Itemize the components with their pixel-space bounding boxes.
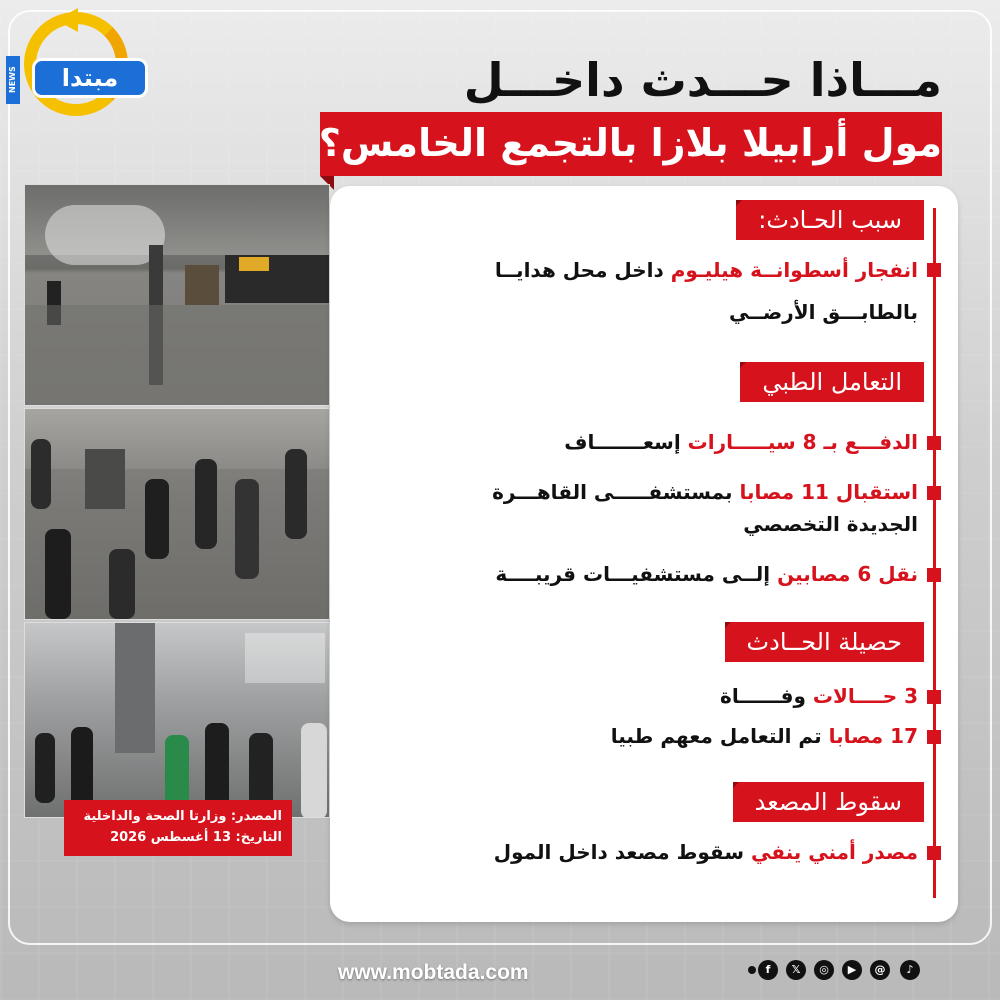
item-text: الجديدة التخصصي — [743, 512, 918, 536]
logo-wordmark: مبتدا — [32, 58, 148, 98]
list-item — [495, 556, 918, 592]
item-highlight: انفجار أسطوانــة هيليـوم — [670, 258, 918, 282]
item-highlight: نقل 6 مصابين — [777, 562, 918, 586]
item-text: سقوط مصعد داخل المول — [493, 840, 751, 864]
list-item — [611, 718, 918, 754]
photo-people-atrium — [24, 622, 330, 818]
source-caption — [64, 800, 292, 856]
bullet-icon — [927, 568, 941, 582]
headline-line-2: مول أرابيلا بلازا بالتجمع الخامس؟ — [320, 112, 942, 176]
photo-column — [24, 184, 330, 818]
logo-news-tag: NEWS — [6, 56, 20, 104]
list-item — [564, 424, 918, 460]
bullet-icon — [927, 263, 941, 277]
headline-line-1: مـــاذا حـــدث داخـــل — [463, 53, 942, 107]
facebook-icon[interactable]: f — [758, 960, 778, 980]
item-text: إسعـــــــاف — [564, 430, 688, 454]
photo-crowd-debris — [24, 408, 330, 620]
tiktok-icon[interactable]: ♪ — [900, 960, 920, 980]
list-item — [495, 252, 918, 288]
item-text: بالطابـــق الأرضــي — [728, 300, 918, 324]
threads-icon[interactable]: @ — [870, 960, 890, 980]
list-item — [494, 834, 918, 870]
bullet-icon — [927, 846, 941, 860]
instagram-icon[interactable]: ◎ — [814, 960, 834, 980]
section-title-toll: حصيلة الحــادث — [725, 622, 924, 662]
youtube-icon[interactable]: ▶ — [842, 960, 862, 980]
bullet-icon — [927, 486, 941, 500]
item-text: وفــــــاة — [720, 684, 813, 708]
item-highlight: 3 حــــالات — [812, 684, 918, 708]
footer-dot-icon — [748, 966, 756, 974]
mobtada-logo[interactable] — [4, 8, 154, 118]
date-line: التاريخ: 13 أغسطس 2026 — [110, 830, 282, 845]
item-text: تم التعامل معهم طبيا — [610, 724, 829, 748]
item-text: إلــى مستشفيـــات قريبــــة — [495, 562, 778, 586]
item-text: بمستشفـــــى القاهـــرة — [492, 480, 740, 504]
list-item — [720, 678, 918, 714]
item-text: داخل محل هدايــا — [494, 258, 671, 282]
list-item — [729, 294, 918, 330]
photo-mall-smoke — [24, 184, 330, 406]
source-line: المصدر: وزارتا الصحة والداخلية — [83, 809, 282, 824]
section-title-cause: سبب الحـادث: — [736, 200, 924, 240]
section-title-medical: التعامل الطبي — [740, 362, 924, 402]
bullet-icon — [927, 730, 941, 744]
x-icon[interactable]: 𝕏 — [786, 960, 806, 980]
logo-arrow-icon — [56, 8, 78, 32]
list-item — [492, 474, 918, 510]
timeline-line — [933, 208, 936, 898]
section-title-elevator: سقوط المصعد — [733, 782, 924, 822]
item-highlight: استقبال 11 مصابا — [739, 480, 918, 504]
list-item — [743, 506, 918, 542]
item-highlight: 17 مصابا — [828, 724, 918, 748]
item-highlight: مصدر أمني ينفي — [750, 840, 918, 864]
bullet-icon — [927, 436, 941, 450]
item-highlight: الدفـــع بـ 8 سيـــــارات — [687, 430, 918, 454]
bullet-icon — [927, 690, 941, 704]
website-link[interactable]: www.mobtada.com — [338, 961, 529, 984]
